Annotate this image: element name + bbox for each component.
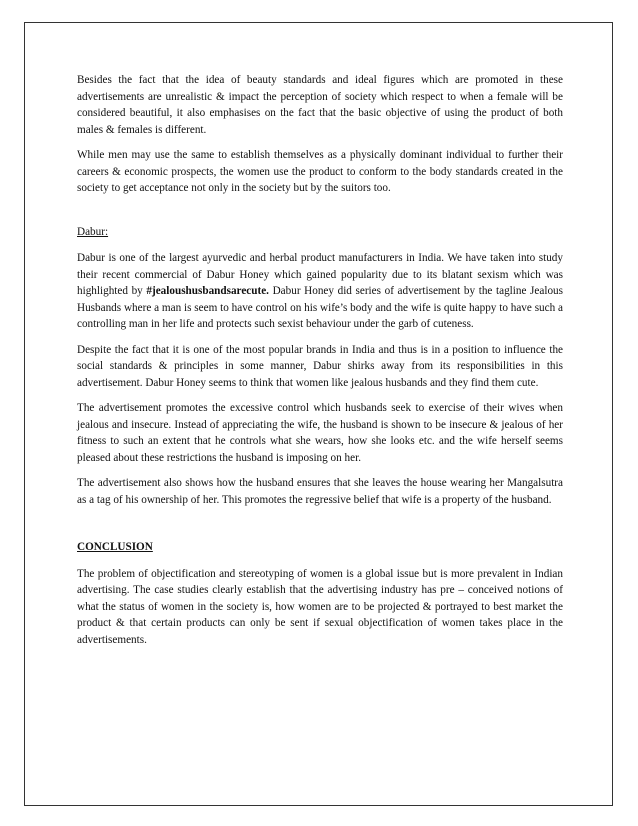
dabur-heading: Dabur: xyxy=(77,225,109,238)
section-spacer xyxy=(77,206,563,224)
dabur-paragraph-2: Despite the fact that it is one of the most popular brands in India and thus is in a position to influence the social standards & principles in some manner, Dabur shirks away from its responsibilities in this advertisement. Dabur Honey seems to think that women like jealous husbands and they find them cute. xyxy=(77,343,563,389)
section-spacer xyxy=(77,517,563,539)
dabur-paragraph-1 xyxy=(77,250,563,333)
dabur-paragraph-4: The advertisement also shows how the husband ensures that she leaves the house wearing her Mangalsutra as a tag of his ownership of her. This promotes the regressive belief that wife is a property of the husband. xyxy=(77,477,563,506)
document-body xyxy=(77,72,563,657)
conclusion-paragraph: The problem of objectification and stereotyping of women is a global issue but is more prevalent in Indian advertising. The case studies clearly establish that the advertising industry has pre – conceived notions of what the status of women in the society is, how women are to be projected & portrayed to best market the product & that certain products can only be sent if sexual objectification of women takes place in the advertisements. xyxy=(77,567,563,646)
dabur-paragraph-1-end: Dabur Honey did series of advertisement by the tagline Jealous Husbands where a man is seem to have control on his wife’s body and the wife is quite happy to have such a controlling man in her life and protects such sexist behaviour under the garb of cuteness. xyxy=(77,285,563,330)
dabur-paragraph-1-start: Dabur is one of the largest ayurvedic and herbal product manufacturers in India. We have taken into study their recent commercial of Dabur Honey which gained popularity due to its blatant sexism which was highlighted by xyxy=(77,252,563,297)
conclusion-heading: CONCLUSION xyxy=(77,541,153,553)
dabur-paragraph-3: The advertisement promotes the excessive control which husbands seek to exercise of their wives when jealous and insecure. Instead of appreciating the wife, the husband is shown to be insecure & jealous of her fitness to such an extent that he controls what she wears, how she looks etc. and the wife herself seems pleased about these restrictions the husband is imposing on her. xyxy=(77,402,563,464)
intro-paragraph-2: While men may use the same to establish themselves as a physically dominant individual to further their careers & economic prospects, the women use the product to conform to the body standards created in the society to get acceptance not only in the society but by the suitors too. xyxy=(77,149,563,194)
intro-paragraph-1: Besides the fact that the idea of beauty standards and ideal figures which are promoted in these advertisements are unrealistic & impact the perception of society which respect to when a female will be considered beautiful, it also emphasises on the fact that the basic objective of using the product of both males & females is different. xyxy=(77,74,563,136)
hashtag: #jealoushusbandsarecute. xyxy=(146,285,269,297)
